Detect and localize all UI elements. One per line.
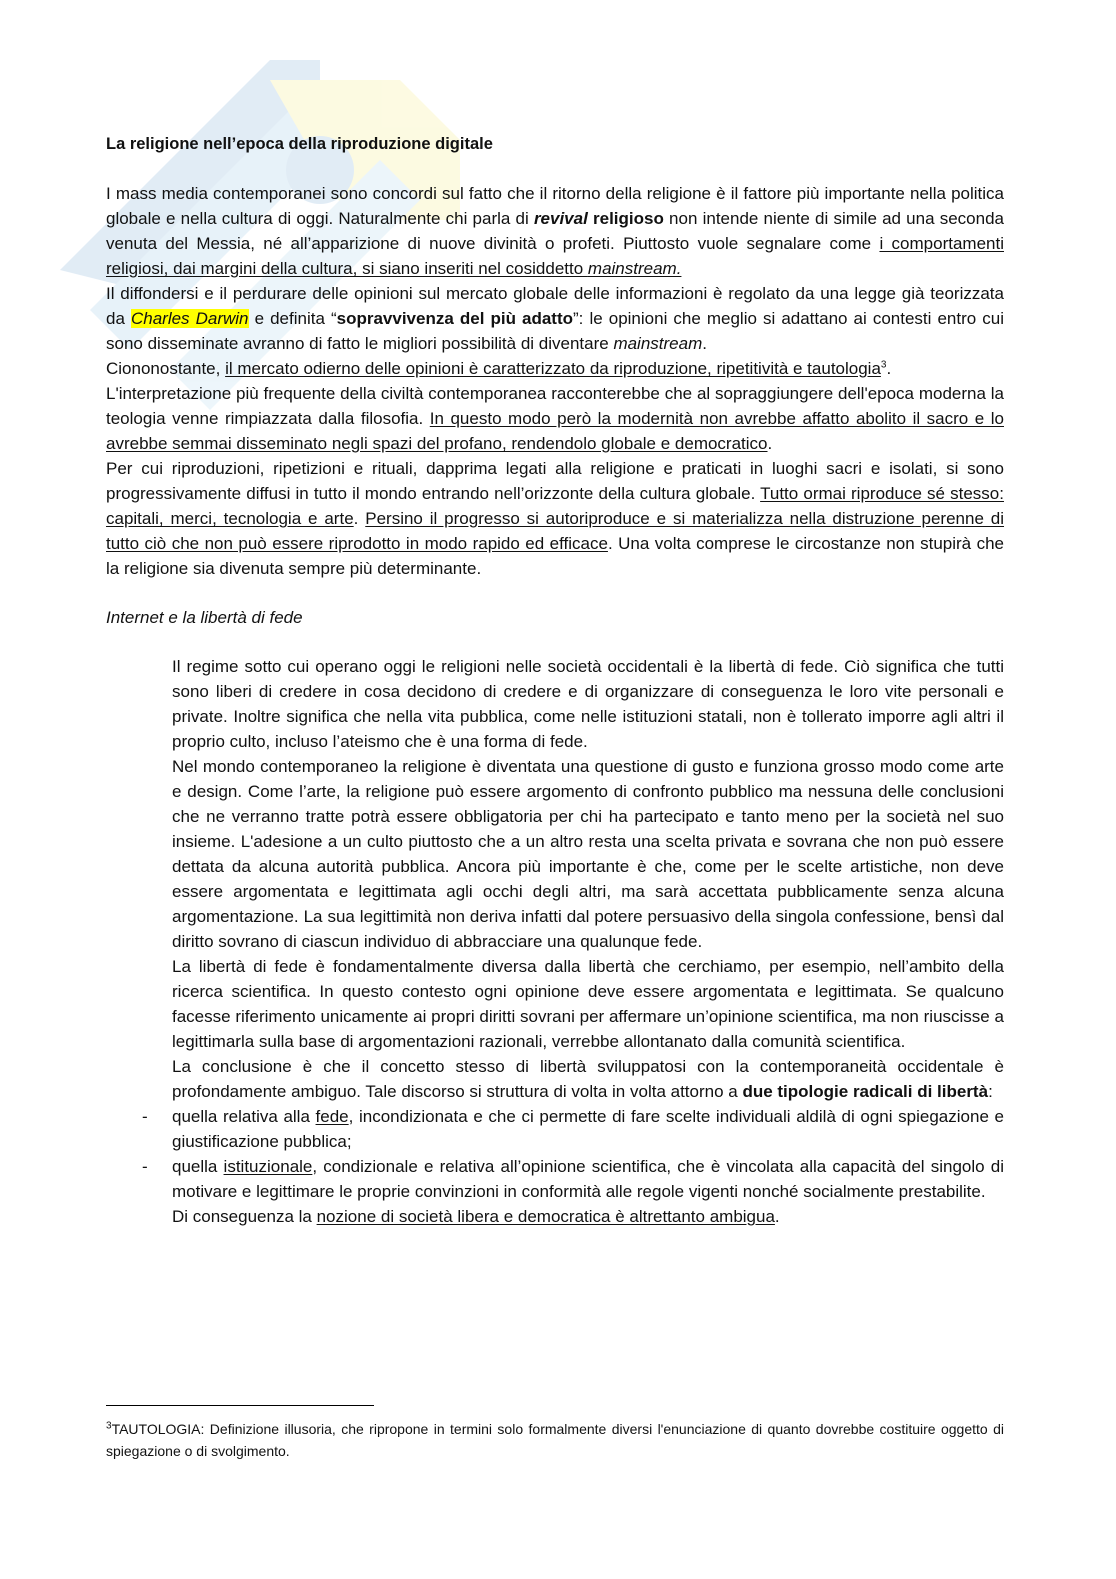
document-body	[106, 132, 1004, 1229]
highlight-darwin: Charles Darwin	[130, 309, 249, 328]
list-item: - quella relativa alla fede, incondizionata e che ci permette di fare scelte individuali aldilà di ogni spiegazione e giustificazione pubblica;	[172, 1104, 1004, 1154]
section2-paragraph-3: La libertà di fede è fondamentalmente diversa dalla libertà che cerchiamo, per esempio, nell’ambito della ricerca scientifica. In questo contesto ogni opinione deve essere argomentata e legittimata. Se qualcuno facesse riferimento unicamente ai propri diritti sovrani per affermare un’opinione scientifica, ma non riuscisse a legittimarla sulla base di argomentazioni razionali, verrebbe allontanato dalla comunità scientifica.	[172, 957, 1004, 1051]
footnote: $^3$TAUTOLOGIA: Definizione illusoria, che ripropone in termini solo formalmente diversi l'enunciazione di quanto dovrebbe costituire oggetto di spiegazione o di svolgimento.	[106, 1420, 1004, 1459]
footnote-separator	[106, 1405, 374, 1406]
theology-paragraph: L'interpretazione più frequente della civiltà contemporanea racconterebbe che al sopraggiungere dell'epoca moderna la teologia venne rimpiazzata dalla filosofia. In questo modo però la modernità non avrebbe affatto abolito il sacro e lo avrebbe semmai disseminato negli spazi del profano, rendendolo globale e democratico.	[106, 384, 1004, 453]
section-subtitle: Internet e la libertà di fede	[106, 608, 303, 627]
intro-paragraph: I mass media contemporanei sono concordi sul fatto che il ritorno della religione è il fattore più importante nella politica globale e nella cultura di oggi. Naturalmente chi parla di revival religioso non intende niente di simile ad una seconda venuta del Messia, né all’apparizione di nuove divinità o profeti. Piuttosto vuole segnalare come i comportamenti religiosi, dai margini della cultura, si siano inseriti nel cosiddetto mainstream.	[106, 184, 1004, 278]
footnote-ref[interactable]: 3	[880, 359, 887, 371]
footnote-number: 3	[106, 1420, 112, 1432]
freedom-types-list	[106, 1104, 1004, 1204]
darwin-paragraph: Il diffondersi e il perdurare delle opinioni sul mercato globale delle informazioni è regolato da una legge già teorizzata da Charles Darwin e definita “sopravvivenza del più adatto”: le opinioni che meglio si adattano ai contesti entro cui sono disseminate avranno di fatto le migliori possibilità di diventare mainstream.	[106, 284, 1005, 353]
section2-paragraph-2: Nel mondo contemporaneo la religione è diventata una questione di gusto e funziona grosso modo come arte e design. Come l’arte, la religione può essere argomento di confronto pubblico ma nessuna delle conclusioni che ne verranno tratte potrà essere obbligatoria per chi ha partecipato e tanto meno per la società nel suo insieme. L'adesione a un culto piuttosto che a un altro resta una scelta privata e sovrana che non può essere dettata da alcuna autorità pubblica. Ancora più importante è che, come per le scelte artistiche, non deve essere argomentata e legittimata agli occhi degli altri, ma sarà accettata pubblicamente senza alcuna argomentazione. La sua legittimità non deriva infatti dal potere persuasivo della singola confessione, bensì dal diritto sovrano di ciascun individuo di abbracciare una qualunque fede.	[172, 757, 1004, 951]
tautology-paragraph: Ciononostante, il mercato odierno delle opinioni è caratterizzato da riproduzione, ripetitività e tautologia$^3$.	[106, 359, 892, 378]
section2-paragraph-1: Il regime sotto cui operano oggi le religioni nelle società occidentali è la libertà di fede. Ciò significa che tutti sono liberi di credere in cosa decidono di credere e di organizzare di conseguenza le loro vite personali e private. Inoltre significa che nella vita pubblica, come nelle istituzioni statali, non è tollerato imporre agli altri il proprio culto, incluso l’ateismo che è una forma di fede.	[172, 657, 1004, 751]
section2-paragraph-4: La conclusione è che il concetto stesso di libertà sviluppatosi con la contemporaneità occidentale è profondamente ambiguo. Tale discorso si struttura di volta in volta attorno a due tipologie radicali di libertà:	[172, 1057, 1004, 1101]
list-item: - quella istituzionale, condizionale e relativa all’opinione scientifica, che è vincolata alla capacità del singolo di motivare e legittimare le proprie convinzioni in conformità alle regole vigenti nonché socialmente prestabilite.	[172, 1154, 1004, 1204]
reproduction-paragraph: Per cui riproduzioni, ripetizioni e rituali, dapprima legati alla religione e praticati in luoghi sacri e isolati, si sono progressivamente diffusi in tutto il mondo entrando nell’orizzonte della cultura globale. Tutto ormai riproduce sé stesso: capitali, merci, tecnologia e arte. Persino il progresso si autoriproduce e si materializza nella distruzione perenne di tutto ciò che non può essere riprodotto in modo rapido ed efficace. Una volta comprese le circostanze non stupirà che la religione sia divenuta sempre più determinante.	[106, 459, 1005, 578]
section2-conclusion: Di conseguenza la nozione di società libera e democratica è altrettanto ambigua.	[172, 1207, 780, 1226]
page-title: La religione nell’epoca della riproduzione digitale	[106, 135, 493, 153]
